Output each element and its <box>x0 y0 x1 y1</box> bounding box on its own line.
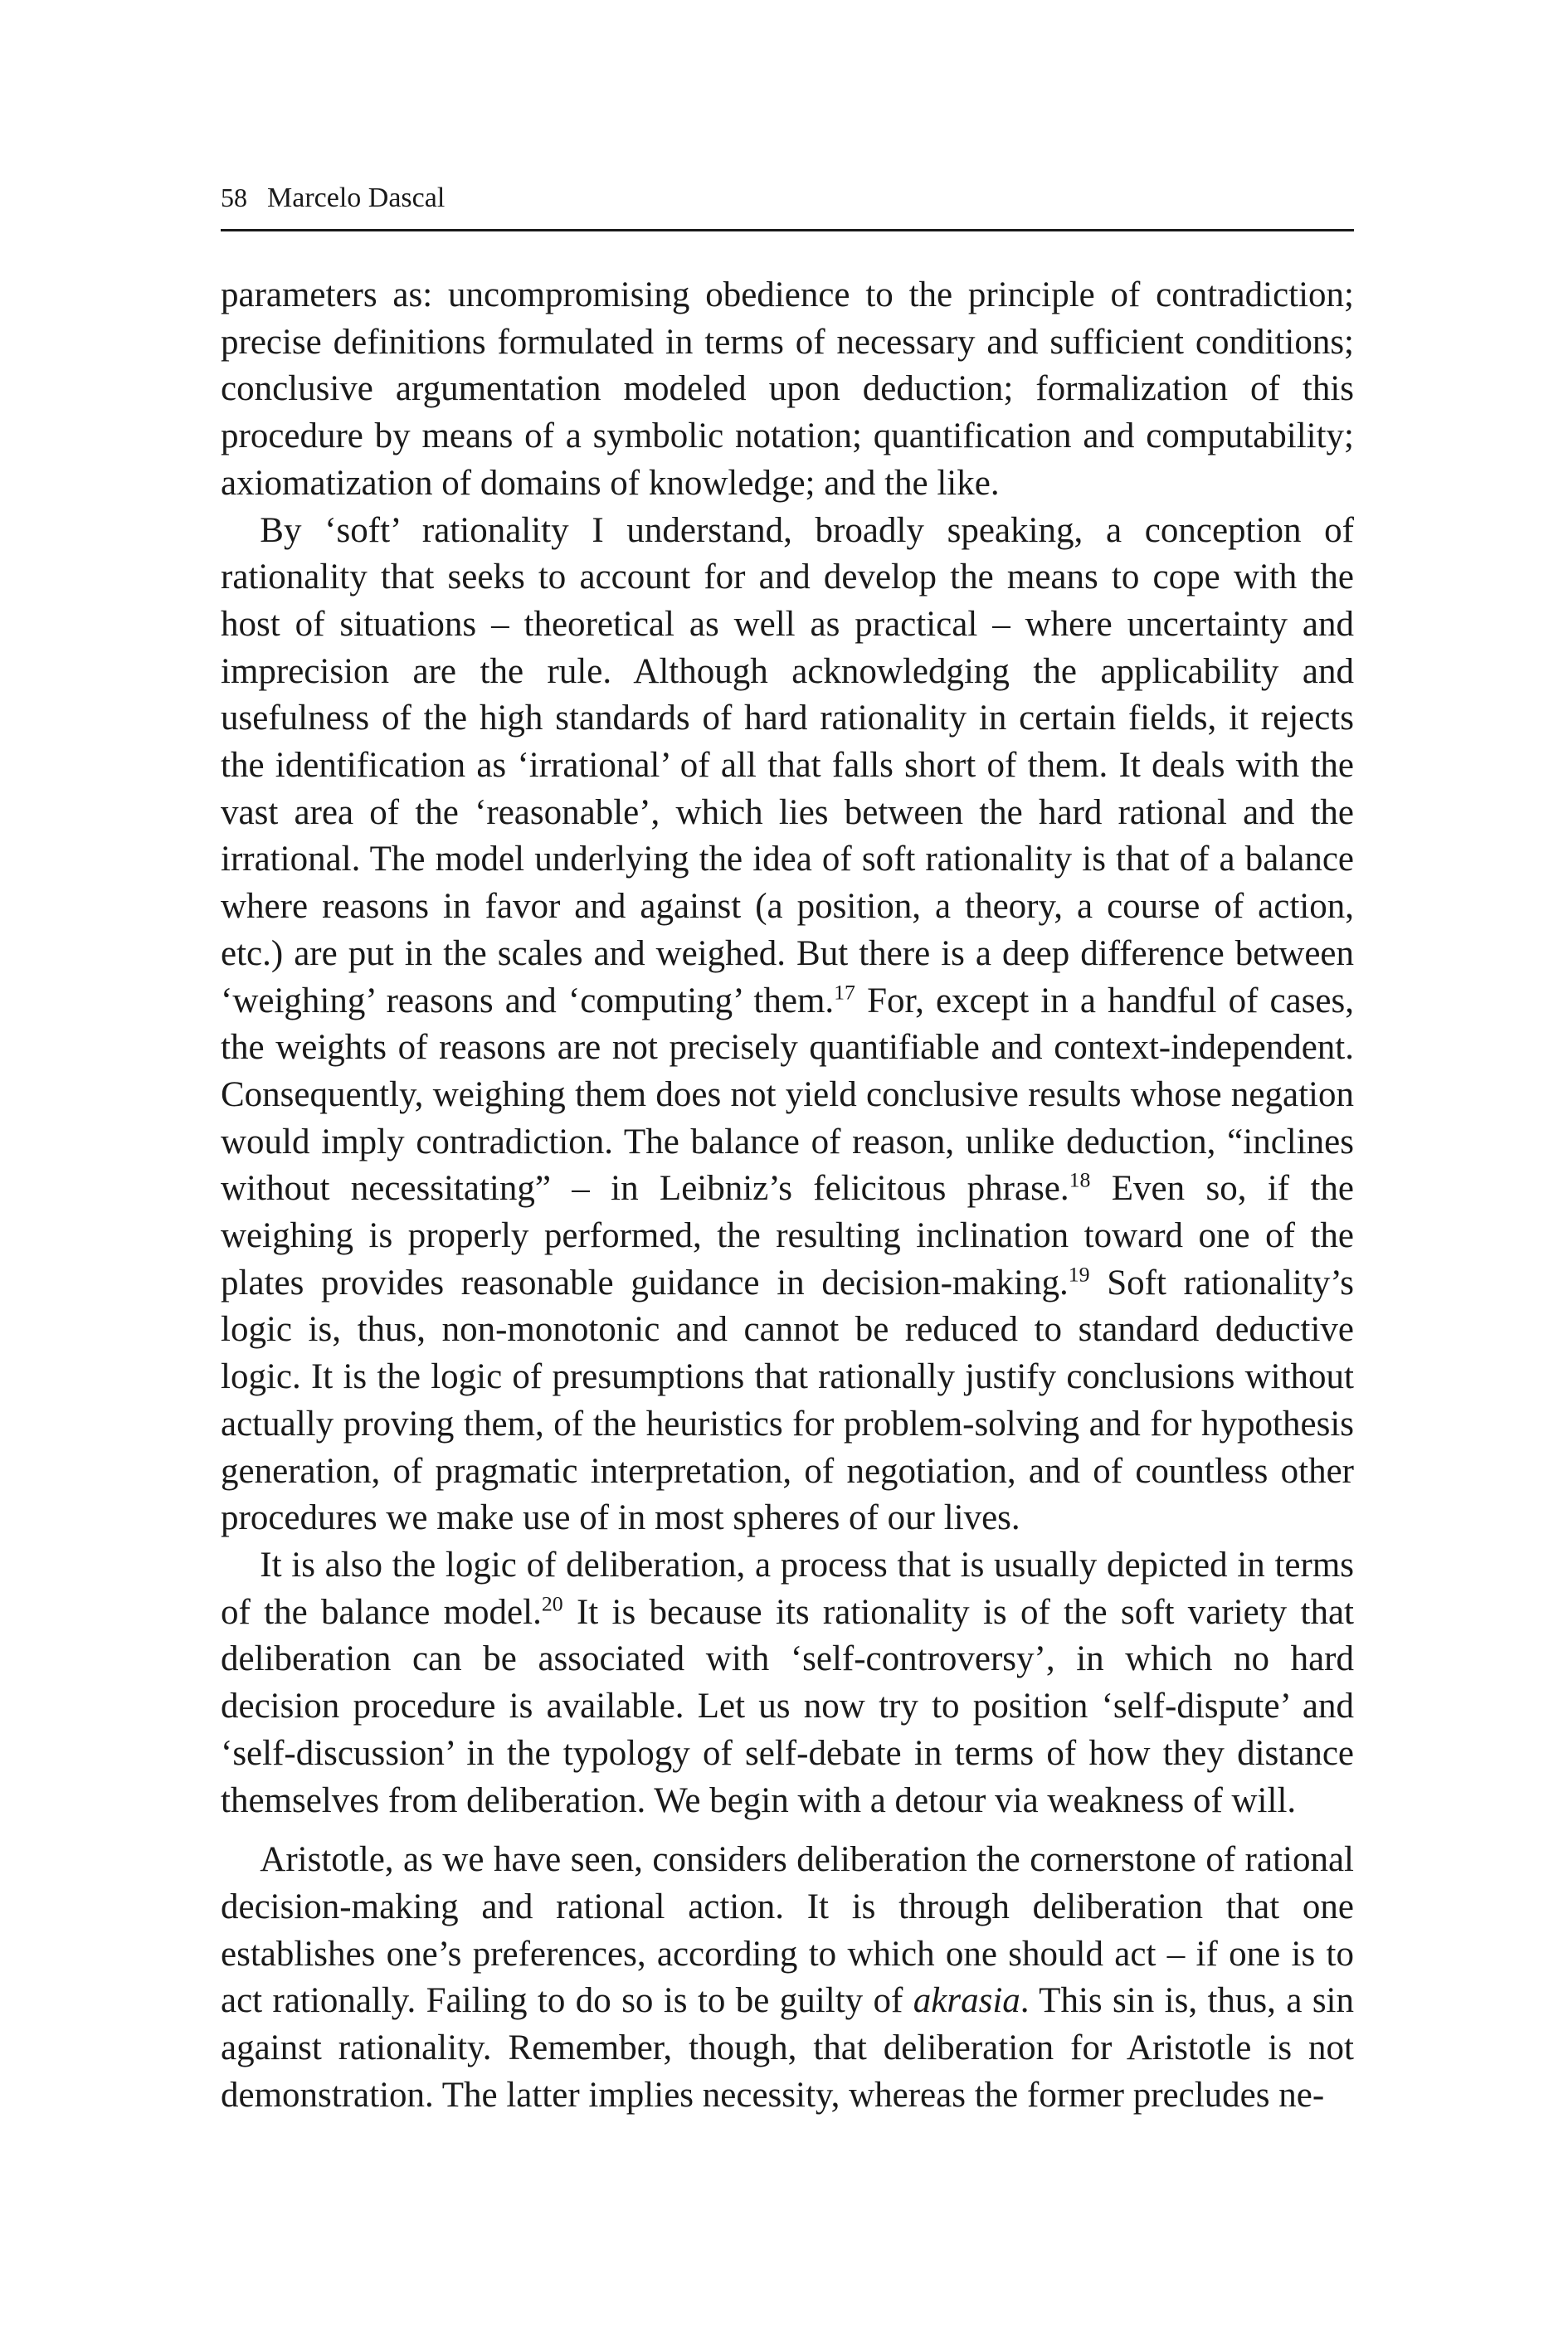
footnote-ref-19: 19 <box>1068 1262 1090 1287</box>
paragraph-4-text-a: Aristotle, as we have seen, considers deliberation the cornerstone of rational decision-making and rational action. It is through deliberation that one establishes one’s preferences, according to which one should act – if one is to act rationally. Failing to do so is to be guilty of <box>221 1840 1354 2021</box>
footnote-ref-18: 18 <box>1069 1168 1091 1193</box>
paragraph-4 <box>221 1837 1354 2119</box>
page-number: 58 <box>221 183 247 212</box>
page-header <box>221 176 1354 231</box>
paragraph-2-text-b: For, except in a handful of cases, the weights of reasons are not precisely quantifiable and context-independent. Consequently, weighing them does not yield conclusive results whose negation would imply contradiction. The balance of reason, unlike deduction, “inclines without necessitating” – in Leibniz’s felicitous phrase. <box>221 981 1355 1209</box>
running-head: Marcelo Dascal <box>267 183 446 213</box>
paragraph-3 <box>221 1542 1354 1824</box>
footnote-ref-17: 17 <box>834 980 855 1005</box>
footnote-ref-20: 20 <box>541 1591 563 1616</box>
body-text <box>221 272 1354 2119</box>
paragraph-3-text-b: It is because its rationality is of the soft variety that deliberation can be associated with ‘self-controversy’, in which no hard decision procedure is available. Let us now try to position ‘self-dispute’ and ‘self-discussion’ in the typology of self-debate in terms of how they distance themselves from deliberation. We begin with a detour via weakness of will. <box>221 1592 1354 1820</box>
italic-term-akrasia: akrasia <box>913 1981 1020 2021</box>
paragraph-1 <box>221 272 1354 508</box>
paragraph-3-text-a: It is also the logic of deliberation, a process that is usually depicted in terms of the balance model. <box>221 1545 1354 1632</box>
paragraph-1-text: parameters as: uncompromising obedience to the principle of contradiction; precise definitions formulated in terms of necessary and sufficient conditions; conclusive argumentation modeled upon deduction; formalization of this procedure by means of a symbolic notation; quantification and computability; axiomatization of domains of knowledge; and the like. <box>221 275 1354 503</box>
paragraph-2-text-a: By ‘soft’ rationality I understand, broadly speaking, a conception of rationality that seeks to account for and develop the means to cope with the host of situations – theoretical as well as practical – where uncertainty and imprecision are the rule. Although acknowledging the applicability and usefulness of the high standards of hard rationality in certain fields, it rejects the identification as ‘irrational’ of all that falls short of them. It deals with the vast area of the ‘reasonable’, which lies between the hard rational and the irrational. The model underlying the idea of soft rationality is that of a balance where reasons in favor and against (a position, a theory, a course of action, etc.) are put in the scales and weighed. But there is a deep difference between ‘weighing’ reasons and ‘computing’ them. <box>221 510 1354 1020</box>
paragraph-2-text-d: Soft rationality’s logic is, thus, non-monotonic and cannot be reduced to standard deductive logic. It is the logic of presumptions that rationally justify conclusions without actually proving them, of the heuristics for problem-solving and for hypothesis generation, of pragmatic interpretation, of negotiation, and of countless other procedures we make use of in most spheres of our lives. <box>221 1263 1354 1538</box>
paragraph-4-text-b: . This sin is, thus, a sin against rationality. Remember, though, that deliberation for Aristotle is not demonstration. The latter implies necessity, whereas the former precludes ne- <box>221 1981 1355 2115</box>
paragraph-2-text-c: Even so, if the weighing is properly performed, the resulting inclination toward one of the plates provides reasonable guidance in decision-making. <box>221 1169 1354 1303</box>
paragraph-2 <box>221 508 1354 1542</box>
